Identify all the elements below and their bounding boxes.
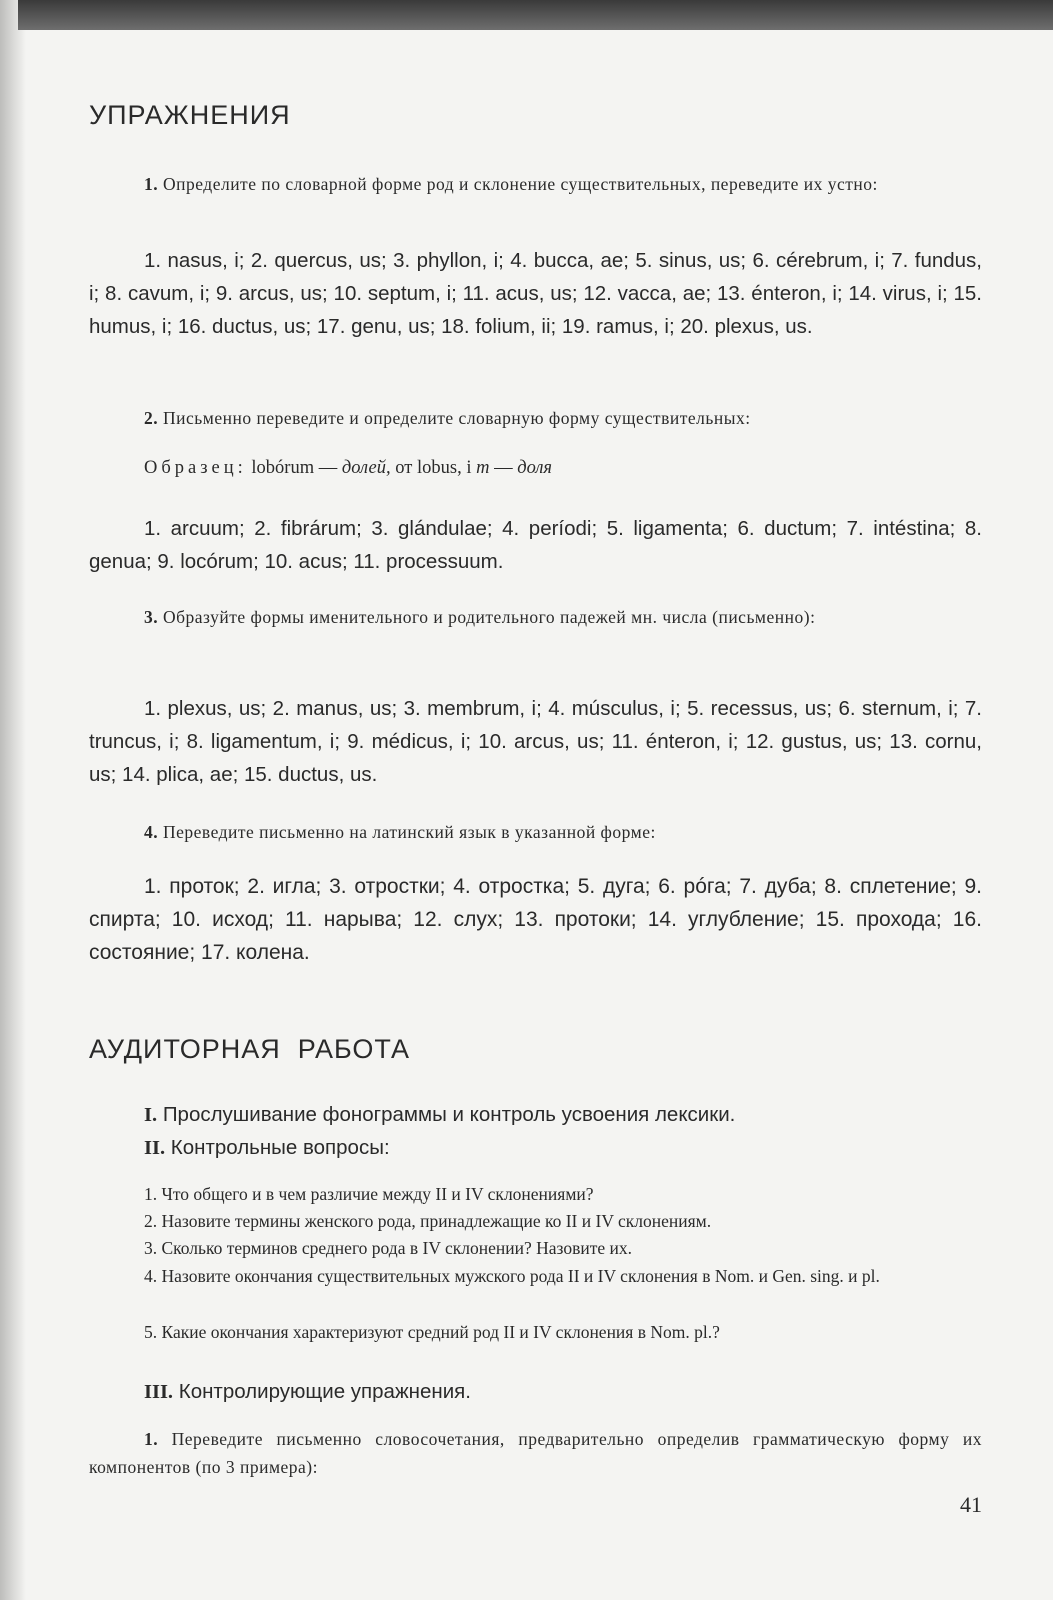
question-2: 2. Назовите термины женского рода, принадлежащие ко II и IV склонениям. — [144, 1211, 712, 1231]
sample-meaning: доля — [517, 458, 553, 478]
item-number: I. — [144, 1104, 158, 1126]
classwork-item-ii — [144, 1136, 390, 1160]
sample-label: Образец: — [144, 458, 247, 478]
item-text: Контролирующие упражнения. — [178, 1380, 471, 1403]
sample-source: от lobus, i — [395, 458, 472, 478]
exercise-number: 3. — [144, 607, 159, 627]
section-heading-exercises: УПРАЖНЕНИЯ — [89, 100, 291, 130]
exercise-2-list: 1. arcuum; 2. fibrárum; 3. glándulae; 4. períodi; 5. ligamenta; 6. ductum; 7. intéstina; 8. genua; 9. locórum; 10. acus; 11. processuum. — [89, 517, 982, 573]
exercise-text: Переведите письменно на латинский язык в указанной форме: — [163, 822, 656, 842]
section-heading-classwork — [89, 1034, 410, 1065]
exercise-number: 1. — [144, 174, 159, 194]
question-5: 5. Какие окончания характеризуют средний род II и IV склонения в Nom. pl.? — [144, 1322, 720, 1342]
sample-dash: — — [494, 458, 513, 478]
exercise-text: Письменно переведите и определите словарную форму существительных: — [163, 408, 751, 428]
classwork-item-i — [144, 1103, 735, 1127]
scan-top-bar — [18, 0, 1053, 30]
question-1: 1. Что общего и в чем различие между II и IV склонениями? — [144, 1184, 594, 1204]
exercise-text: Образуйте формы именительного и родительного падежей мн. числа (письменно): — [163, 607, 816, 627]
sample-word: lobórum — — [251, 458, 338, 478]
exercise-text: Определите по словарной форме род и склонение существительных, переведите их устно: — [163, 174, 878, 194]
sample-translation: долей, — [341, 458, 391, 478]
exercise-2-instruction — [89, 404, 982, 432]
classwork-exercise-1-instruction — [89, 1425, 982, 1481]
item-number: II. — [144, 1137, 166, 1159]
question-4: 4. Назовите окончания существительных мужского рода II и IV склонения в Nom. и Gen. sing. и pl. — [144, 1266, 880, 1286]
exercise-2-sample — [144, 458, 552, 479]
exercise-number: 2. — [144, 408, 159, 428]
exercise-text: Переведите письменно словосочетания, предварительно определив грамматическую форму их компонентов (по 3 примера): — [89, 1429, 982, 1477]
item-text: Прослушивание фонограммы и контроль усвоения лексики. — [162, 1103, 736, 1126]
exercise-4-instruction — [89, 818, 982, 846]
exercise-number: 4. — [144, 822, 159, 842]
item-number: III. — [144, 1381, 174, 1403]
exercise-4-list: 1. проток; 2. игла; 3. отростки; 4. отростка; 5. дуга; 6. рóга; 7. дуба; 8. сплетение; 9. спирта; 10. исход; 11. нарыва; 12. слух; 13. протоки; 14. углубление; 15. прохода; 16. состояние; 17. колена. — [89, 875, 982, 964]
page-number: 41 — [960, 1492, 982, 1517]
question-3: 3. Сколько терминов среднего рода в IV склонении? Назовите их. — [144, 1238, 633, 1258]
exercise-3-instruction — [89, 603, 982, 631]
exercise-1-list: 1. nasus, i; 2. quercus, us; 3. phyllon, i; 4. bucca, ae; 5. sinus, us; 6. cérebrum, i; 7. fundus, i; 8. cavum, i; 9. arcus, us; 10. septum, i; 11. acus, us; 12. vacca, ae; 13. énteron, i; 14. virus, i; 15. humus, i; 16. ductus, us; 17. genu, us; 18. folium, ii; 19. ramus, i; 20. plexus, us. — [89, 249, 982, 338]
scan-edge-shadow — [0, 0, 26, 1600]
heading-text: АУДИТОРНАЯ РАБОТА — [89, 1034, 410, 1064]
classwork-item-iii — [144, 1380, 471, 1404]
exercise-1-instruction — [89, 170, 982, 198]
item-text: Контрольные вопросы: — [170, 1136, 390, 1159]
exercise-number: 1. — [144, 1429, 159, 1449]
sample-gender: m — [476, 458, 490, 478]
exercise-3-list: 1. plexus, us; 2. manus, us; 3. membrum, i; 4. músculus, i; 5. recessus, us; 6. sternum, i; 7. truncus, i; 8. ligamentum, i; 9. médicus, i; 10. arcus, us; 11. énteron, i; 12. gustus, us; 13. cornu, us; 14. plica, ae; 15. ductus, us. — [89, 697, 982, 786]
